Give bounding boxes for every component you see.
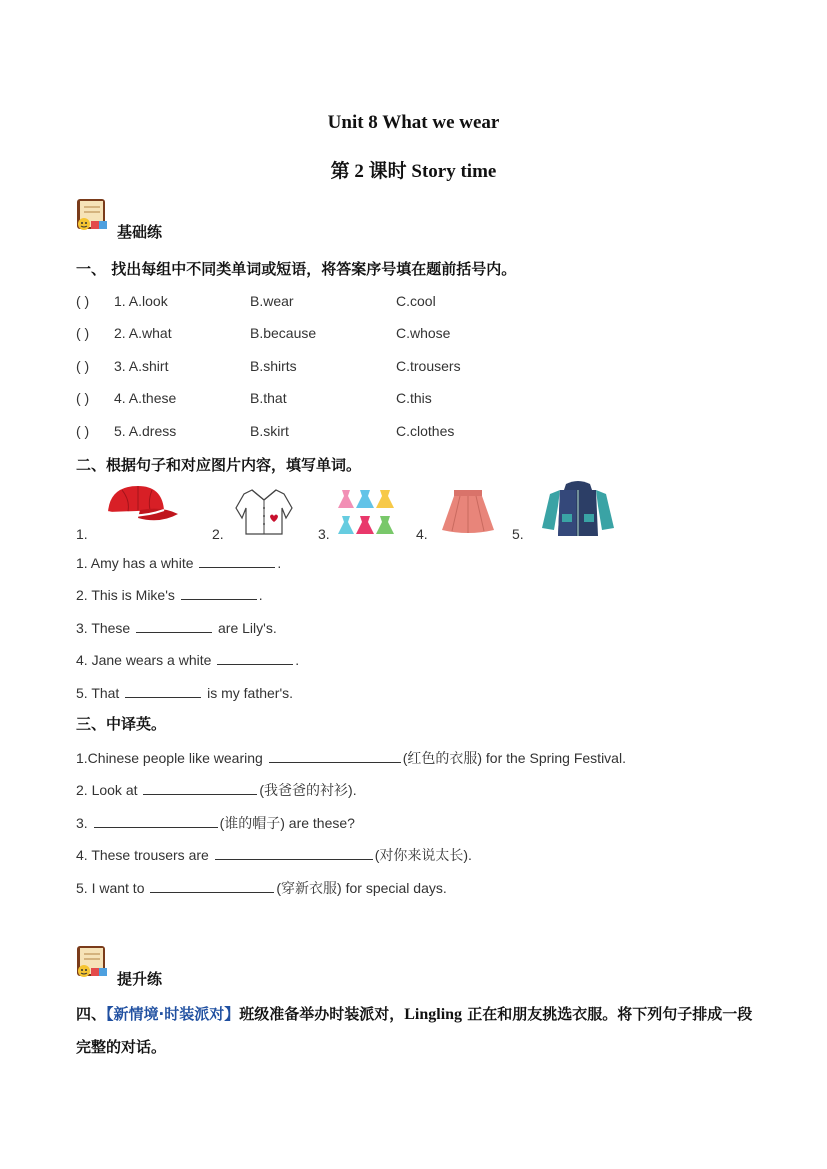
answer-blank[interactable] <box>215 845 373 860</box>
part2-sentence-1: 1. Amy has a white . <box>76 555 282 571</box>
answer-bracket[interactable]: ( ) <box>76 390 90 406</box>
answer-bracket[interactable]: ( ) <box>76 293 90 309</box>
answer-blank[interactable] <box>199 553 275 568</box>
answer-blank[interactable] <box>94 813 218 828</box>
section-advanced-label: 提升练 <box>117 970 163 988</box>
answer-blank[interactable] <box>143 780 257 795</box>
clothes-icon <box>338 486 398 538</box>
answer-blank[interactable] <box>136 618 212 633</box>
part3-sentence-3: 3. (谁的帽子) are these? <box>76 815 355 831</box>
part2-sentence-3: 3. These are Lily's. <box>76 620 277 636</box>
notebook-smiley-icon <box>75 197 109 235</box>
part3-sentence-2: 2. Look at (我爸爸的衬衫). <box>76 782 357 798</box>
jacket-icon <box>538 480 618 540</box>
part1-heading: 一、 找出每组中不同类单词或短语，将答案序号填在题前括号内。 <box>76 260 517 278</box>
answer-blank[interactable] <box>150 878 274 893</box>
part2-heading: 二、根据句子和对应图片内容，填写单词。 <box>76 456 362 474</box>
skirt-icon <box>440 488 496 534</box>
shirt-icon <box>232 486 296 536</box>
part3-sentence-1: 1.Chinese people like wearing (红色的衣服) for the Spring Festival. <box>76 750 626 766</box>
context-tag: 【新情境·时装派对】 <box>106 1005 240 1023</box>
notebook-smiley-icon <box>75 944 109 982</box>
part2-sentence-4: 4. Jane wears a white . <box>76 652 300 668</box>
part3-sentence-4: 4. These trousers are (对你来说太长). <box>76 847 472 863</box>
answer-blank[interactable] <box>269 748 401 763</box>
part2-sentence-5: 5. That is my father's. <box>76 685 294 701</box>
answer-bracket[interactable]: ( ) <box>76 358 90 374</box>
part3-sentence-5: 5. I want to (穿新衣服) for special days. <box>76 880 447 896</box>
section-basic-label: 基础练 <box>117 223 163 241</box>
answer-blank[interactable] <box>181 585 257 600</box>
answer-blank[interactable] <box>125 683 201 698</box>
lesson-title: 第 2 课时 Story time <box>330 161 497 182</box>
part4-heading: 四、【新情境·时装派对】班级准备举办时装派对，Lingling 正在和朋友挑选衣服。将下列句子排成一段完整的对话。 <box>76 1005 753 1056</box>
answer-bracket[interactable]: ( ) <box>76 325 90 341</box>
answer-bracket[interactable]: ( ) <box>76 423 90 439</box>
part2-sentence-2: 2. This is Mike's . <box>76 587 263 603</box>
red-cap-icon <box>100 480 180 530</box>
unit-title: Unit 8 What we wear <box>327 112 500 133</box>
part3-heading: 三、中译英。 <box>76 715 167 733</box>
answer-blank[interactable] <box>217 650 293 665</box>
